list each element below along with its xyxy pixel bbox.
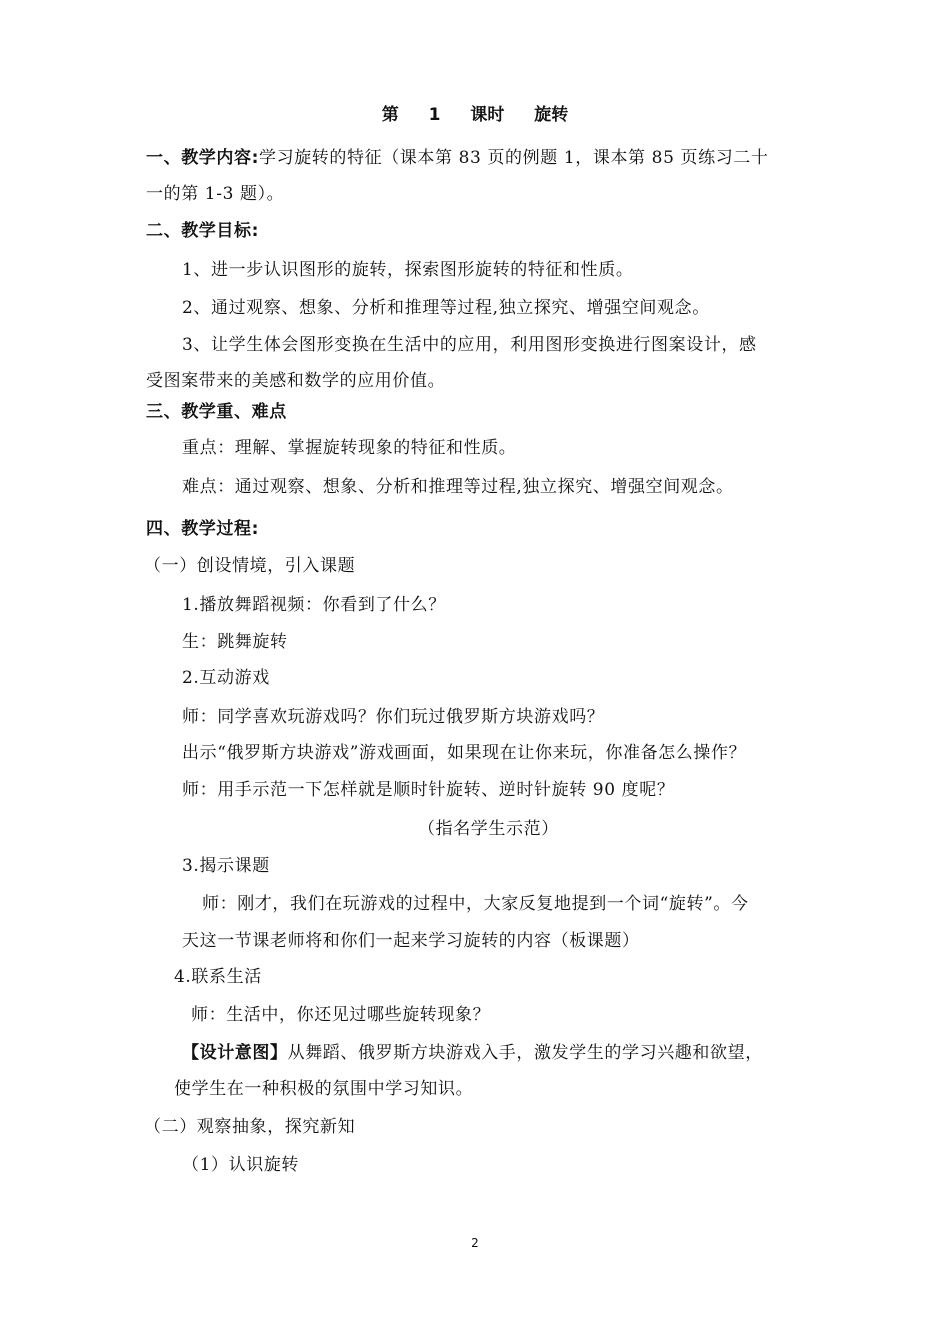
step-1-answer: 生：跳舞旋转 xyxy=(182,632,288,652)
demo-note: （指名学生示范） xyxy=(418,819,559,839)
section-1-heading: 一、教学内容: xyxy=(146,148,259,168)
key-point: 重点：理解、掌握旋转现象的特征和性质。 xyxy=(182,438,517,458)
design-intent-label: 【设计意图】 xyxy=(182,1043,288,1063)
step-2: 2.互动游戏 xyxy=(182,668,270,688)
step-1: 1.播放舞蹈视频：你看到了什么？ xyxy=(182,595,446,615)
teacher-line-1: 师：同学喜欢玩游戏吗？你们玩过俄罗斯方块游戏吗？ xyxy=(182,707,605,727)
part-2-heading: （二）观察抽象，探究新知 xyxy=(144,1117,356,1137)
difficult-point: 难点：通过观察、想象、分析和推理等过程,独立探究、增强空间观念。 xyxy=(182,477,734,497)
design-intent-line-1 xyxy=(182,1042,763,1064)
part-2-sub-heading: （1）认识旋转 xyxy=(182,1155,300,1175)
step-3: 3.揭示课题 xyxy=(182,856,270,876)
section-4-heading: 四、教学过程: xyxy=(146,519,259,539)
part-1-heading: （一）创设情境，引入课题 xyxy=(144,556,356,576)
section-1-text-2: 一的第 1-3 题）。 xyxy=(146,184,285,204)
teacher-line-4: 师：生活中，你还见过哪些旋转现象？ xyxy=(191,1005,491,1025)
goal-2: 2、通过观察、想象、分析和推理等过程,独立探究、增强空间观念。 xyxy=(182,298,710,318)
goal-3-line-2: 受图案带来的美感和数学的应用价值。 xyxy=(146,371,446,391)
teacher-line-3a: 师：刚才，我们在玩游戏的过程中，大家反复地提到一个词“旋转”。今 xyxy=(202,894,749,914)
teacher-line-3b: 天这一节课老师将和你们一起来学习旋转的内容（板课题） xyxy=(182,931,640,951)
teacher-line-2: 师：用手示范一下怎样就是顺时针旋转、逆时针旋转 90 度呢？ xyxy=(182,780,675,800)
goal-3-line-1: 3、让学生体会图形变换在生活中的应用，利用图形变换进行图案设计，感 xyxy=(182,335,757,355)
step-4: 4.联系生活 xyxy=(174,967,262,987)
section-1-line-1 xyxy=(146,147,769,169)
section-2-heading: 二、教学目标: xyxy=(146,221,259,241)
section-1-text-1: 学习旋转的特征（课本第 83 页的例题 1，课本第 85 页练习二十 xyxy=(259,148,769,168)
design-intent-line-2: 使学生在一种积极的氛围中学习知识。 xyxy=(174,1079,474,1099)
design-intent-text-1: 从舞蹈、俄罗斯方块游戏入手，激发学生的学习兴趣和欲望， xyxy=(287,1043,763,1063)
goal-1: 1、进一步认识图形的旋转，探索图形旋转的特征和性质。 xyxy=(182,260,634,280)
show-game-line: 出示“俄罗斯方块游戏”游戏画面，如果现在让你来玩，你准备怎么操作？ xyxy=(182,743,747,763)
page-number: 2 xyxy=(471,1236,479,1250)
section-3-heading: 三、教学重、难点 xyxy=(146,402,287,422)
lesson-title: 第 1 课时 旋转 xyxy=(381,105,569,125)
